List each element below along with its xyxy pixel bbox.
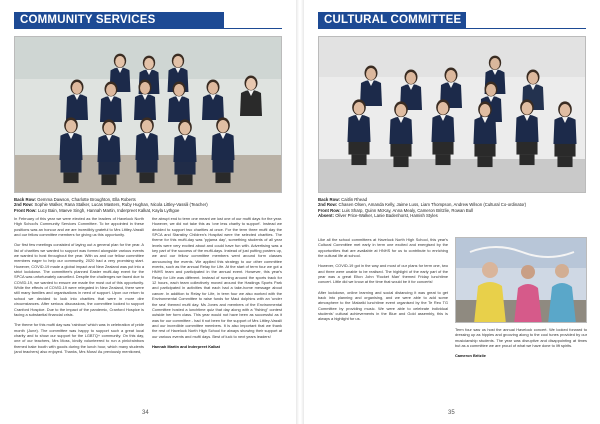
article-column-1 [318,237,448,327]
right-page [304,0,600,424]
caption-second-label: 2nd Row: [14,202,34,208]
concert-photo-svg [456,238,587,323]
page-gutter [296,0,304,424]
community-services-banner: COMMUNITY SERVICES [14,12,224,29]
article-signature: Cameron Britzlie [455,353,486,359]
concert-photo [455,237,587,323]
caption-absent-label: Absent: [318,213,334,219]
banner-rule [318,28,586,29]
group-photo-svg [319,37,586,193]
article-paragraph: Our first few meetings consisted of laying out a general plan for the year. A list of charities we wanted to support was formed alongside various events we wanted to host throughout the year. With us and our fellow committee members eager to help our community, 2020 had a very promising start. However, COVID-19 made a global impact and New Zealand was put into a strict lockdown. The committee's planned Easter mufti-day event for the SPCA was unfortunately cancelled. Despite the challenges we faced due to COVID-19, we wanted to ensure we made the most out of this opportunity. While the effects of COVID-19 were relegated in New Zealand, there were still many families and organisations in need of support. Upon our return to school we decided to look into charities that were in more dire circumstances. After serious discussions, the committee looked to support Cranford Hospice. Due to the impact of the pandemic, Cranford Hospice is facing a substantial financial crisis. [14,242,144,317]
article-column-2 [152,216,282,359]
left-page [0,0,296,424]
article-paragraph: However, COVID-19 got in the way and most of our plans for term one, two and three were unable to be realised. The highlight of the early part of the year was a great Elton John 'Rocket Man' themed Friday lunchtime concert. Little did we know at the time that would be it for concerts! [318,263,448,285]
banner-rule [14,28,282,29]
caption-second-row: Chasen Olsen, Amanda Kelly, Jaime Luss, Liam Thompson, Andrew Wilson (Cultural Co-ordinator) [338,202,527,208]
article-signature: Hannah Martin and Inderpreet Kalkat [152,343,220,349]
caption-absent: Oliver Price-Walker, Lanie Badenhorst, Hamish Styles [335,213,438,219]
caption-back-row: Caitlin Rhead [341,197,367,202]
caption-back-label: Back Row: [318,197,340,202]
article-paragraph: After lockdown, online learning and social distancing it was great to get back into planning and organising, and we were able to add some atmosphere to the Matariki lunchtime event organised by the Te Reo TG Committee by providing music. We were able to celebrate individual students' cultural achievements in the Blue and Gold assembly, this is always a highlight for us. [318,289,448,322]
article-paragraph: the abrupt end to term one meant we lost one of our mufti days for the year. However, we did not take this as 'one less charity to support'. Instead we decided to support two charities at once. For the term three mufti day the SPCA and Stanstby Children's Hospital were the selected charities. The theme for this mufti-day was 'pyjama day', something students of all year levels were very excited about and could have fun with. Advertising was a key part of the success of the mufti-days. Instead of just putting posters up, we and our fellow committee members went around form classes announcing the events. We applied this strategy to our other committee events, such as the annual Relay for Life. At the start of term four we got a HNHS team and participated in the annual event. However, this year's Relay for Life was different. Instead of running around the sports track for 12 hours, each team collectively moved around the Hastings Sports Park and participated in activities that each had a take-home message about cancer. In addition to Relay for Life, in term four we also worked with the Environmental Committee to raise funds for Maui dolphins with an 'under the sea' themed mufti day. Ms Jones and members of the Environmental Committee hosted a lunchtime quiz that day along with a "fishing" contest outside her form class. This year would not have been as successful as it was for our committee - had it not been for the support of Mrs Littley-Vassili and our incredible committee members. It is also important that we thank the rest of Havelock North High School for always showing their support at our various events and mufti days. Best of luck to next years leaders! [152,216,282,339]
community-article [14,216,282,359]
community-caption [14,197,284,213]
caption-back-row: Gemma Dawson, Charlotte Broughton, Ella Roberts [37,197,136,202]
community-services-group-photo [14,36,282,193]
article-paragraph: In February of this year we were elected as the leaders of Havelock North High School's Community Services Committee. To be appointed in these positions was an honour and we are incredibly grateful to Mrs Littley-Vassili and our fellow committee members for giving us this opportunity. [14,216,144,238]
caption-back-label: Back Row: [14,197,36,202]
page-number: 34 [142,410,149,416]
caption-second-row: Sophie Walker, Rana Stalker, Lucas Masters, Ruby Hughan, Nicola Littley-Vassili (Teacher) [34,202,208,208]
article-paragraph: Like all the school committees at Havelock North High School, this year's Cultural Committee met early in term one excited and energised by the opportunities that are available at HNHS for us to contribute to enriching the cultural life at school. [318,237,448,259]
caption-front-row: Lucy Bain, Maeve Singh, Hannah Martin, Inderpreet Kalkat, Kayla Lythgoe [37,207,180,213]
article-column-1 [14,216,144,359]
cultural-caption [318,197,588,219]
article-paragraph: The theme for this mufti day was 'rainbow' which was in celebration of pride month (June). The committee was happy to support such a great local charity and to show our support for the LGBTQ+ community. On this day, one of our teachers, Mrs Moss, kindly volunteered to run a pink/rainbow themed bake booth with goods during the lunch hour, which many students (and teachers) also enjoyed. Thanks, Mrs Moss! As previously mentioned, [14,322,144,354]
article-paragraph: Term four saw us host the annual Havelock concert. We looked forward to dressing up as hippies and grooving along to the cool tunes provided by our musicianship students. The year was disruptive and disappointing at times but as a committee we are proud of what we have done to lift spirits. [455,327,587,349]
caption-front-label: Front Row: [318,207,341,213]
group-photo-svg [15,37,282,193]
caption-front-label: Front Row: [14,207,37,213]
caption-front-row: Luis Sharp, Quinn McKay, Anna Mealy, Cameron Britzlie, Rowan Bull [341,207,474,213]
cultural-committee-banner: CULTURAL COMMITTEE [318,12,466,29]
cultural-committee-group-photo [318,36,586,193]
page-number: 35 [448,410,455,416]
caption-second-label: 2nd Row: [318,202,338,208]
article-column-2 [455,327,587,364]
